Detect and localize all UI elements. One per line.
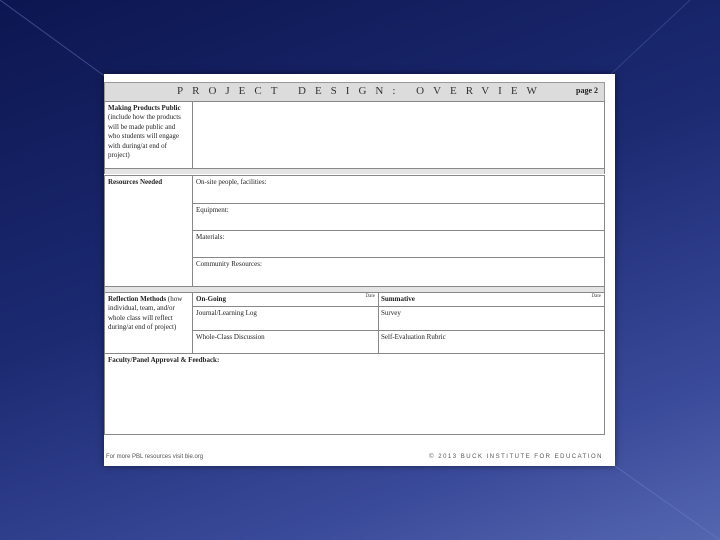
resource-row-materials: Materials: — [193, 231, 604, 258]
public-label-title: Making Products Public — [108, 104, 181, 112]
reflection-section — [104, 292, 605, 356]
resource-row-people: On-site people, facilities: — [193, 176, 604, 204]
page-title: PROJECT DESIGN: OVERVIEW — [177, 85, 546, 97]
approval-section — [104, 353, 605, 435]
reflection-label — [105, 293, 193, 355]
resources-label — [105, 176, 193, 286]
public-label — [105, 102, 193, 168]
ongoing-item: Whole-Class Discussion — [196, 333, 265, 341]
reflection-columns — [193, 293, 604, 355]
ongoing-item: Journal/Learning Log — [193, 307, 378, 331]
page-number: page 2 — [576, 86, 598, 95]
title-bar — [104, 82, 605, 102]
separator — [104, 169, 605, 174]
summative-item: Survey — [378, 307, 604, 331]
reflection-label-title: Reflection Methods — [108, 295, 167, 303]
resource-row-community: Community Resources: — [196, 260, 262, 268]
resources-section — [104, 175, 605, 287]
summative-header: Summative — [381, 295, 415, 303]
reflection-label-desc: (how individual, team, and/or whole class will reflect during/at end of project) — [108, 295, 183, 332]
resources-label-text: Resources Needed — [108, 178, 163, 186]
public-section — [104, 101, 605, 169]
ongoing-date-label: Date — [365, 294, 375, 299]
ongoing-header: On-Going — [196, 295, 226, 303]
footer-link-text: For more PBL resources visit bie.org — [106, 454, 204, 460]
summative-header-cell — [378, 293, 604, 307]
ongoing-header-cell — [193, 293, 378, 307]
approval-label: Faculty/Panel Approval & Feedback: — [108, 356, 220, 364]
ongoing-column — [193, 293, 379, 355]
footer-copyright: © 2013 BUCK INSTITUTE FOR EDUCATION — [429, 454, 603, 460]
document-page — [104, 74, 615, 466]
public-label-desc: (include how the products will be made public and who students will engage with during/at end of project) — [108, 113, 181, 160]
summative-item: Self-Evaluation Rubric — [381, 333, 446, 341]
resource-row-equipment: Equipment: — [193, 204, 604, 231]
summative-date-label: Date — [591, 294, 601, 299]
summative-column — [378, 293, 604, 355]
